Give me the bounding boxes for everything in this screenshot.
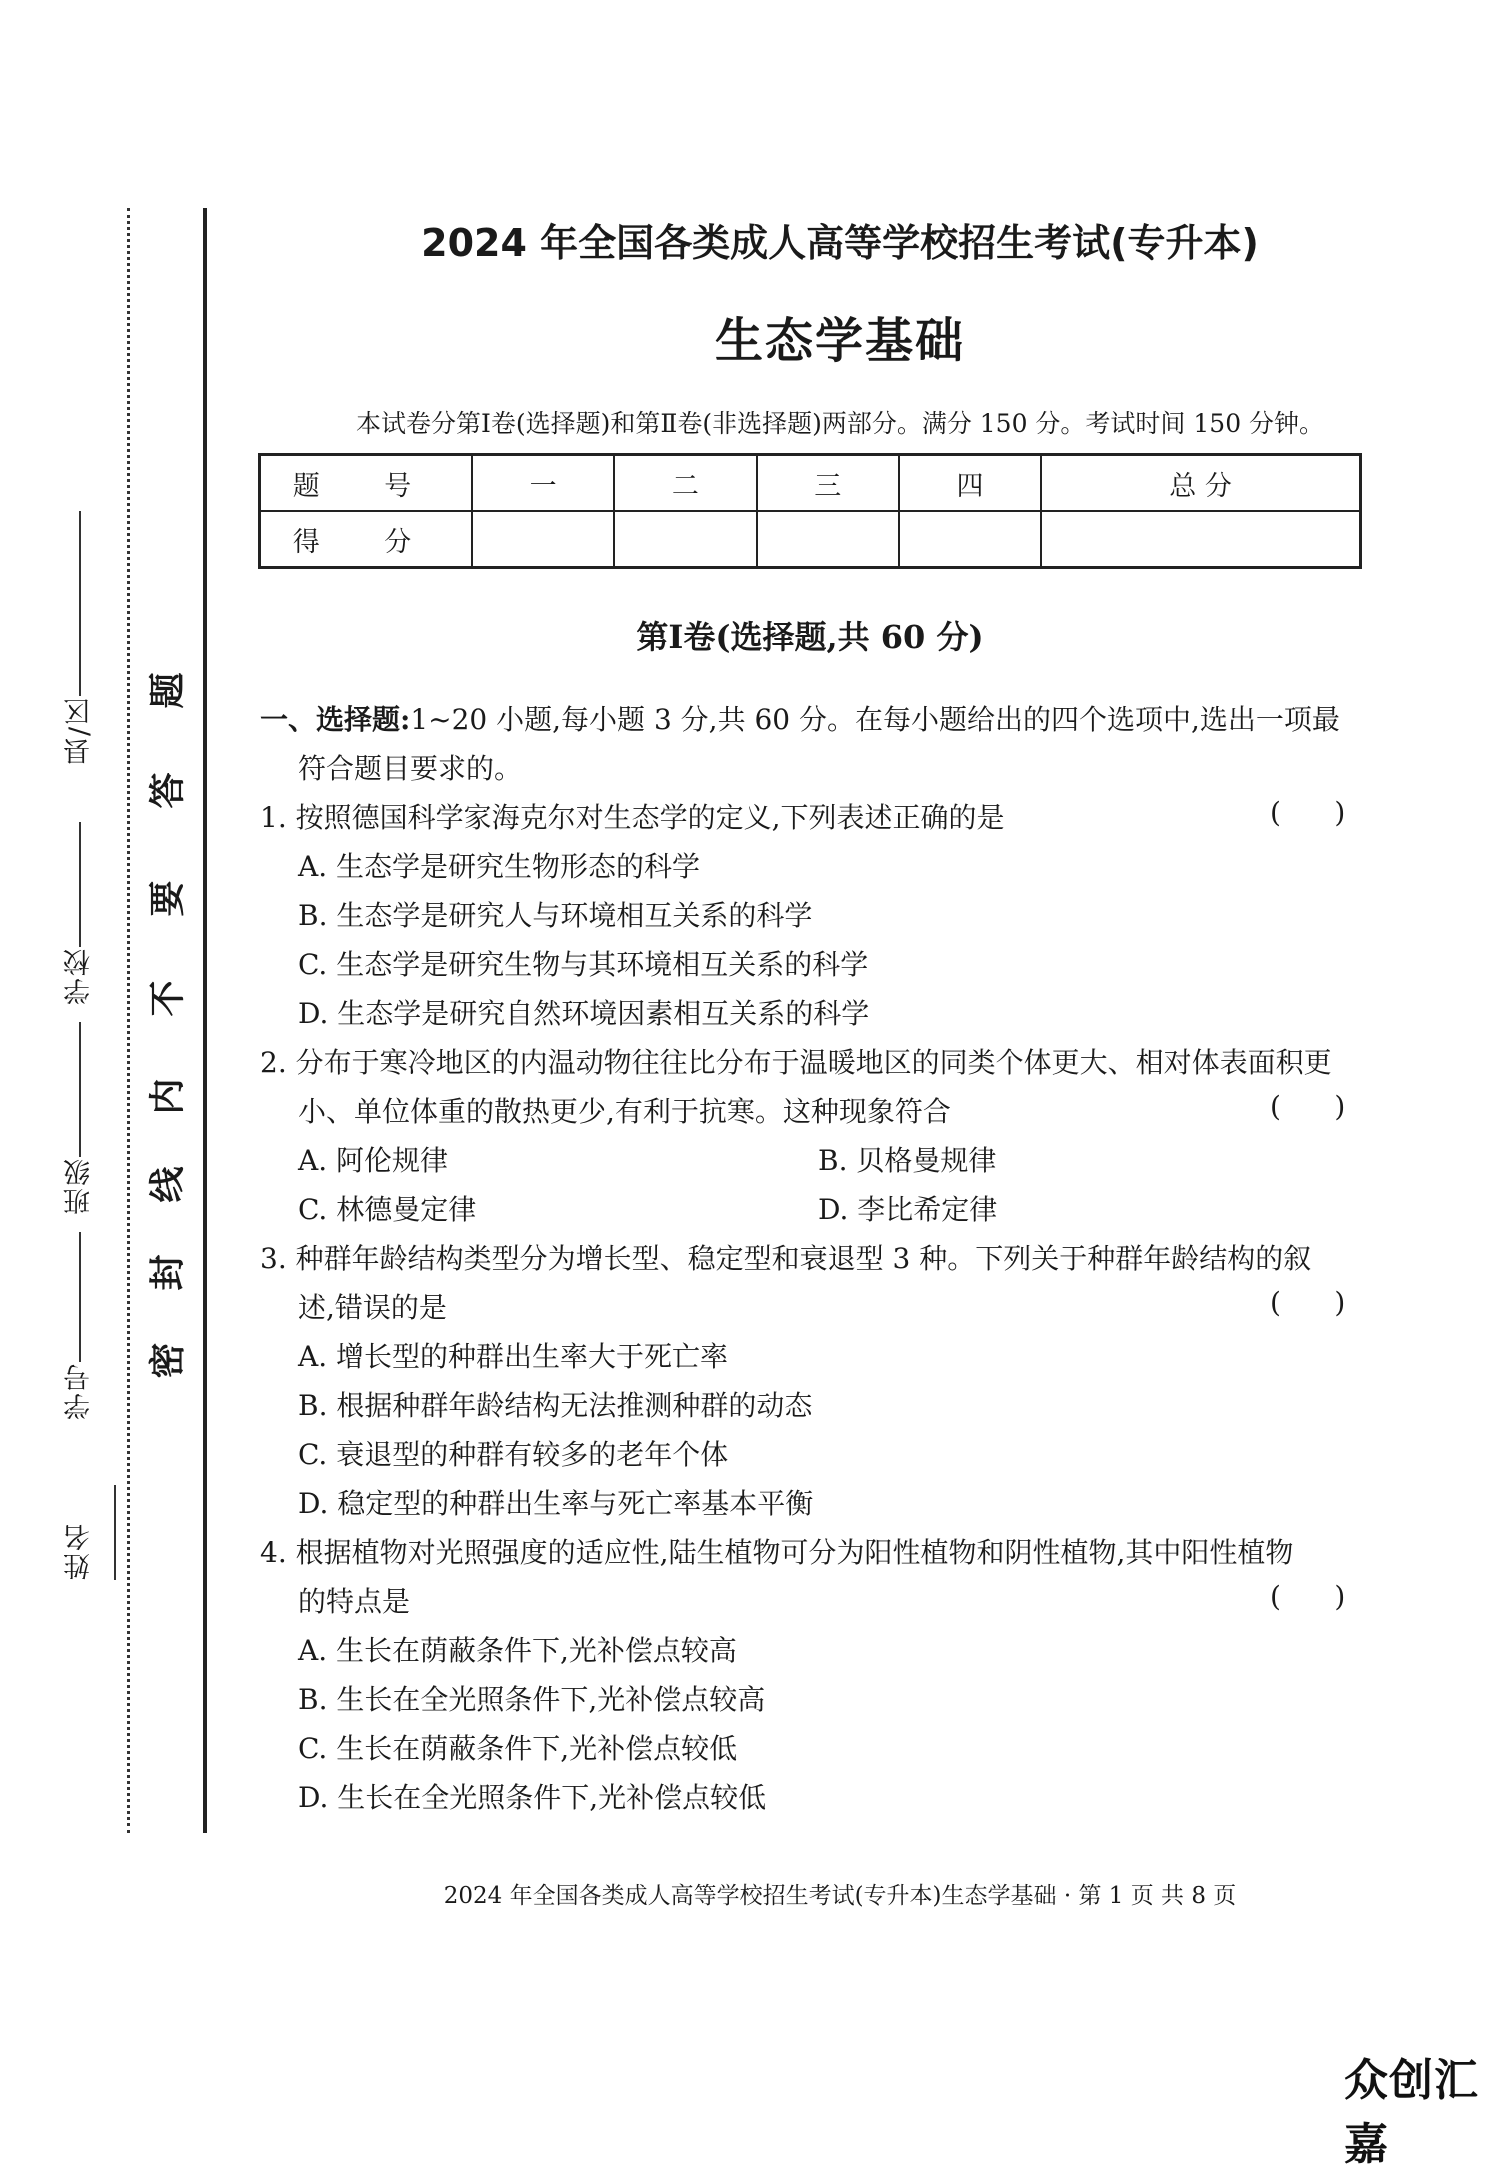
question-stem: 1. 按照德国科学家海克尔对生态学的定义,下列表述正确的是 bbox=[260, 801, 1005, 834]
option: A. 生长在荫蔽条件下,光补偿点较高 bbox=[298, 1634, 737, 1667]
answer-bracket[interactable]: ( ) bbox=[1270, 1090, 1346, 1123]
score-cell[interactable] bbox=[472, 511, 614, 568]
instruction-lead: 一、选择题: bbox=[260, 703, 411, 736]
score-table-header-cell: 一 bbox=[472, 455, 614, 512]
score-cell[interactable] bbox=[1041, 511, 1360, 568]
score-table-header-row bbox=[260, 455, 1361, 512]
school-label: 学校 bbox=[64, 947, 95, 1005]
seal-char: 题 bbox=[147, 672, 189, 709]
option: B. 根据种群年龄结构无法推测种群的动态 bbox=[298, 1389, 813, 1422]
option: C. 衰退型的种群有较多的老年个体 bbox=[298, 1438, 729, 1471]
score-cell[interactable] bbox=[614, 511, 756, 568]
option: C. 生态学是研究生物与其环境相互关系的科学 bbox=[298, 948, 869, 981]
question-stem: 的特点是 bbox=[298, 1585, 411, 1618]
question-stem: 2. 分布于寒冷地区的内温动物往往比分布于温暖地区的同类个体更大、相对体表面积更 bbox=[260, 1046, 1332, 1079]
option: A. 增长型的种群出生率大于死亡率 bbox=[298, 1340, 729, 1373]
option: D. 李比希定律 bbox=[818, 1193, 998, 1226]
watermark-logo: 众创汇嘉 bbox=[1344, 2055, 1479, 2170]
class-label: 班级 bbox=[64, 1157, 95, 1215]
exam-intro: 本试卷分第Ⅰ卷(选择题)和第Ⅱ卷(非选择题)两部分。满分 150 分。考试时间 150 分钟。 bbox=[355, 409, 1325, 438]
seal-char: 要 bbox=[147, 880, 189, 917]
question-stem: 述,错误的是 bbox=[298, 1291, 447, 1324]
answer-bracket[interactable]: ( ) bbox=[1270, 1286, 1346, 1319]
page-footer: 2024 年全国各类成人高等学校招生考试(专升本)生态学基础 · 第 1 页 共 8 页 bbox=[443, 1883, 1237, 1909]
subject-title: 生态学基础 bbox=[714, 313, 965, 369]
question-stem: 3. 种群年龄结构类型分为增长型、稳定型和衰退型 3 种。下列关于种群年龄结构的叙 bbox=[260, 1242, 1312, 1275]
seal-char: 密 bbox=[147, 1342, 189, 1379]
name-label: 姓名 bbox=[64, 1522, 95, 1580]
option: D. 生长在全光照条件下,光补偿点较低 bbox=[298, 1781, 767, 1814]
fold-dotted-line bbox=[127, 208, 130, 1833]
answer-bracket[interactable]: ( ) bbox=[1270, 1580, 1346, 1613]
score-table-header-cell: 三 bbox=[757, 455, 899, 512]
instruction-line bbox=[260, 698, 1340, 738]
score-table-header-cell: 二 bbox=[614, 455, 756, 512]
seal-char: 答 bbox=[147, 772, 189, 809]
score-cell[interactable] bbox=[757, 511, 899, 568]
class-field[interactable] bbox=[60, 1020, 100, 1215]
option: C. 生长在荫蔽条件下,光补偿点较低 bbox=[298, 1732, 738, 1765]
instruction-line: 符合题目要求的。 bbox=[298, 752, 523, 785]
exam-title: 2024 年全国各类成人高等学校招生考试(专升本) bbox=[421, 221, 1259, 265]
option: B. 贝格曼规律 bbox=[818, 1144, 997, 1177]
name-field[interactable] bbox=[60, 1430, 100, 1580]
question-stem: 小、单位体重的散热更少,有利于抗寒。这种现象符合 bbox=[298, 1095, 951, 1128]
seal-char: 封 bbox=[147, 1254, 189, 1291]
county-field[interactable] bbox=[60, 495, 100, 765]
option: D. 稳定型的种群出生率与死亡率基本平衡 bbox=[298, 1487, 814, 1520]
option: A. 生态学是研究生物形态的科学 bbox=[298, 850, 701, 883]
instruction-text: 1~20 小题,每小题 3 分,共 60 分。在每小题给出的四个选项中,选出一项最 bbox=[410, 703, 1340, 736]
score-table-header-cell: 四 bbox=[899, 455, 1041, 512]
county-label: 县/区 bbox=[64, 695, 95, 765]
option: A. 阿伦规律 bbox=[298, 1144, 449, 1177]
score-cell[interactable] bbox=[899, 511, 1041, 568]
option: C. 林德曼定律 bbox=[298, 1193, 477, 1226]
student-id-field[interactable] bbox=[60, 1230, 100, 1420]
seal-char: 内 bbox=[147, 1078, 189, 1115]
section-title: 第Ⅰ卷(选择题,共 60 分) bbox=[636, 618, 984, 656]
question-stem: 4. 根据植物对光照强度的适应性,陆生植物可分为阳性植物和阴性植物,其中阳性植物 bbox=[260, 1536, 1294, 1569]
option: D. 生态学是研究自然环境因素相互关系的科学 bbox=[298, 997, 870, 1030]
option: B. 生态学是研究人与环境相互关系的科学 bbox=[298, 899, 813, 932]
answer-bracket[interactable]: ( ) bbox=[1270, 796, 1346, 829]
student-id-label: 学号 bbox=[64, 1362, 95, 1420]
seal-char: 线 bbox=[147, 1166, 189, 1203]
seal-char: 不 bbox=[147, 980, 189, 1017]
school-field[interactable] bbox=[60, 820, 100, 1005]
score-table-header-cell: 题 号 bbox=[260, 455, 473, 512]
seal-solid-line bbox=[203, 208, 207, 1833]
option: B. 生长在全光照条件下,光补偿点较高 bbox=[298, 1683, 766, 1716]
score-row-label: 得 分 bbox=[260, 511, 473, 568]
score-table-score-row bbox=[260, 511, 1361, 568]
score-table bbox=[258, 453, 1362, 569]
score-table-header-cell: 总 分 bbox=[1041, 455, 1360, 512]
